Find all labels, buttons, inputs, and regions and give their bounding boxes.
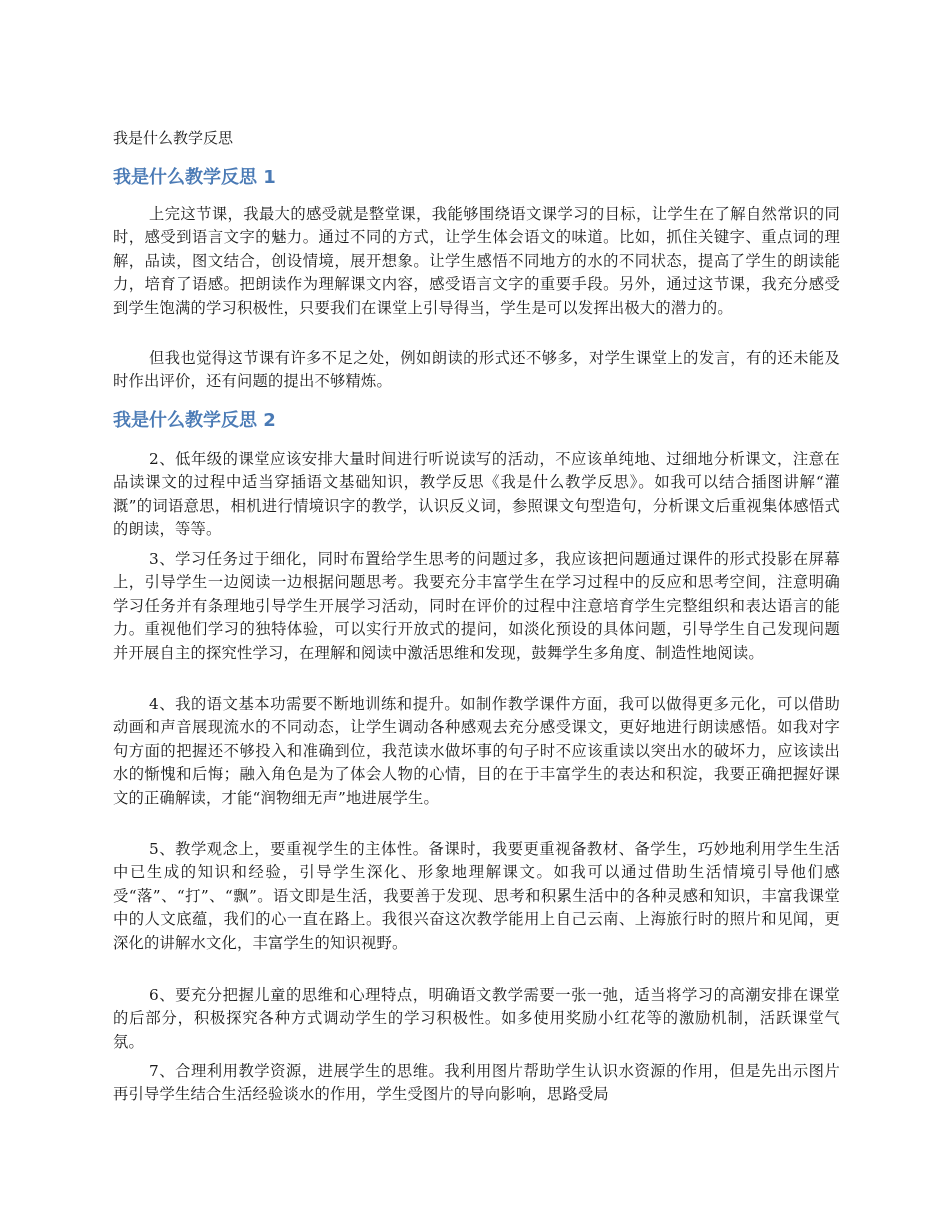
section-heading-2: 我是什么教学反思 2 (113, 410, 276, 431)
document-title: 我是什么教学反思 (113, 129, 234, 147)
paragraph: 6、要充分把握儿童的思维和心理特点，明确语文教学需要一张一弛，适当将学习的高潮安排在课堂的后部分，积极探究各种方式调动学生的学习积极性。如多使用奖励小红花等的激励机制，活跃课堂气氛。 (113, 986, 840, 1051)
paragraph: 3、学习任务过于细化，同时布置给学生思考的问题过多，我应该把问题通过课件的形式投影在屏幕上，引导学生一边阅读一边根据问题思考。我要充分丰富学生在学习过程中的反应和思考空间，注意明确学习任务并有条理地引导学生开展学习活动，同时在评价的过程中注意培育学生完整组织和表达语言的能力。重视他们学习的独特体验，可以实行开放式的提问，如淡化预设的具体问题，引导学生自己发现问题并开展自主的探究性学习，在理解和阅读中激活思维和发现，鼓舞学生多角度、制造性地阅读。 (113, 550, 840, 662)
paragraph: 7、合理利用教学资源，进展学生的思维。我利用图片帮助学生认识水资源的作用，但是先出示图片再引导学生结合生活经验谈水的作用，学生受图片的导向影响，思路受局 (113, 1062, 840, 1104)
paragraph: 4、我的语文基本功需要不断地训练和提升。如制作教学课件方面，我可以做得更多元化，可以借助动画和声音展现流水的不同动态，让学生调动各种感观去充分感受课文，更好地进行朗读感悟。如我对字句方面的把握还不够投入和准确到位，我范读水做坏事的句子时不应该重读以突出水的破坏力，应该读出水的惭愧和后悔；融入角色是为了体会人物的心情，目的在于丰富学生的表达和积淀，我要正确把握好课文的正确解读，才能“润物细无声”地进展学生。 (113, 695, 840, 807)
paragraph: 但我也觉得这节课有许多不足之处，例如朗读的形式还不够多，对学生课堂上的发言，有的还未能及时作出评价，还有问题的提出不够精炼。 (113, 349, 840, 391)
paragraph: 5、教学观念上，要重视学生的主体性。备课时，我要更重视备教材、备学生，巧妙地利用学生生活中已生成的知识和经验，引导学生深化、形象地理解课文。如我可以通过借助生活情境引导他们感受“落”、“打”、“飘”。语文即是生活，我要善于发现、思考和积累生活中的各种灵感和知识，丰富我课堂中的人文底蕴，我们的心一直在路上。我很兴奋这次教学能用上自己云南、上海旅行时的照片和见闻，更深化的讲解水文化，丰富学生的知识视野。 (113, 840, 840, 952)
section-heading-1: 我是什么教学反思 1 (113, 167, 276, 188)
paragraph: 上完这节课，我最大的感受就是整堂课，我能够围绕语文课学习的目标，让学生在了解自然常识的同时，感受到语言文字的魅力。通过不同的方式，让学生体会语文的味道。比如，抓住关键字、重点词的理解，品读，图文结合，创设情境，展开想象。让学生感悟不同地方的水的不同状态，提高了学生的朗读能力，培育了语感。把朗读作为理解课文内容，感受语言文字的重要手段。另外，通过这节课，我充分感受到学生饱满的学习积极性，只要我们在课堂上引导得当，学生是可以发挥出极大的潜力的。 (113, 205, 840, 317)
paragraph: 2、低年级的课堂应该安排大量时间进行听说读写的活动，不应该单纯地、过细地分析课文，注意在品读课文的过程中适当穿插语文基础知识，教学反思《我是什么教学反思》。如我可以结合插图讲解“灌溉”的词语意思，相机进行情境识字的教学，认识反义词，参照课文句型造句，分析课文后重视集体感悟式的朗读，等等。 (113, 450, 840, 539)
